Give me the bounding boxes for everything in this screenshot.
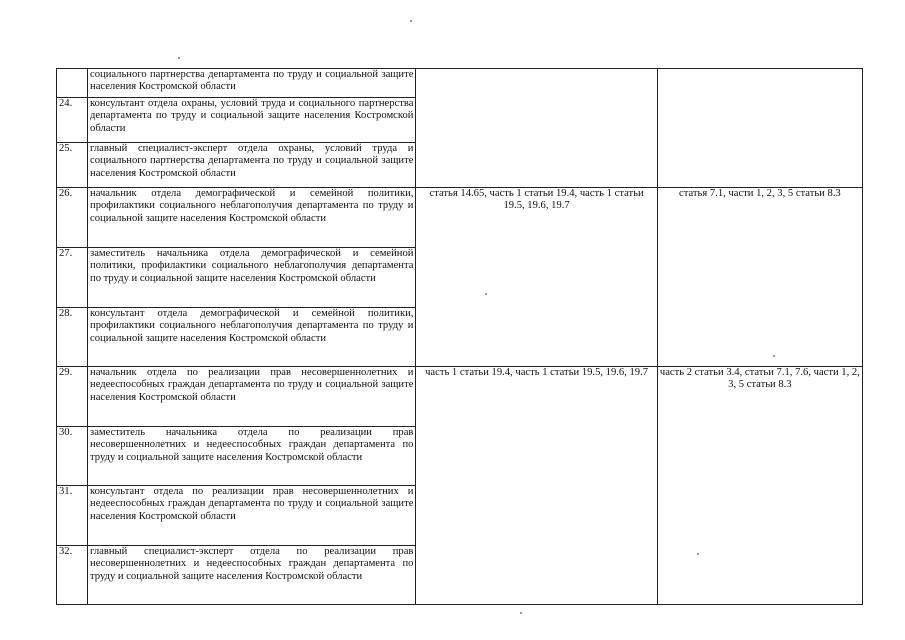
row-number: 25. <box>57 143 88 188</box>
position-cell: консультант отдела охраны, условий труда и социального партнерства департамента по труду и социальной защите населения Костромской области <box>88 98 416 143</box>
admin-articles-cell: часть 2 статьи 3.4, статьи 7.1, 7.6, части 1, 2, 3, 5 статьи 8.3 <box>657 367 862 605</box>
scan-speck <box>697 553 699 555</box>
scan-speck <box>178 57 180 59</box>
row-number: 32. <box>57 546 88 605</box>
admin-articles-cell: статья 7.1, части 1, 2, 3, 5 статьи 8.3 <box>657 188 862 367</box>
scan-speck <box>485 293 487 295</box>
scan-speck <box>410 20 412 22</box>
scan-speck <box>520 612 522 614</box>
law-articles-cell: статья 14.65, часть 1 статьи 19.4, часть 1 статьи 19.5, 19.6, 19.7 <box>416 188 657 367</box>
scan-speck <box>773 355 775 357</box>
position-cell: заместитель начальника отдела по реализации прав несовершеннолетних и недееспособных граждан департамента по труду и социальной защите населения Костромской области <box>88 427 416 486</box>
table-row <box>57 69 863 98</box>
positions-table <box>56 68 863 605</box>
law-articles-cell: часть 1 статьи 19.4, часть 1 статьи 19.5, 19.6, 19.7 <box>416 367 657 605</box>
table-row <box>57 367 863 427</box>
position-cell: главный специалист-эксперт отдела по реализации прав несовершеннолетних и недееспособных граждан департамента по труду и социальной защите населения Костромской области <box>88 546 416 605</box>
position-cell: начальник отдела демографической и семейной политики, профилактики социального неблагополучия департамента по труду и социальной защите населения Костромской области <box>88 188 416 248</box>
law-articles-cell <box>416 69 657 188</box>
position-cell: главный специалист-эксперт отдела охраны, условий труда и социального партнерства департамента по труду и социальной защите населения Костромской области <box>88 143 416 188</box>
position-cell: консультант отдела по реализации прав несовершеннолетних и недееспособных граждан департамента по труду и социальной защите населения Костромской области <box>88 486 416 546</box>
row-number: 24. <box>57 98 88 143</box>
row-number <box>57 69 88 98</box>
row-number: 30. <box>57 427 88 486</box>
row-number: 28. <box>57 308 88 367</box>
position-cell: заместитель начальника отдела демографической и семейной политики, профилактики социального неблагополучия департамента по труду и социальной защите населения Костромской области <box>88 248 416 308</box>
row-number: 27. <box>57 248 88 308</box>
table-row <box>57 188 863 248</box>
position-cell: социального партнерства департамента по труду и социальной защите населения Костромской области <box>88 69 416 98</box>
position-cell: консультант отдела демографической и семейной политики, профилактики социального неблагополучия департамента по труду и социальной защите населения Костромской области <box>88 308 416 367</box>
admin-articles-cell <box>657 69 862 188</box>
row-number: 29. <box>57 367 88 427</box>
row-number: 31. <box>57 486 88 546</box>
position-cell: начальник отдела по реализации прав несовершеннолетних и недееспособных граждан департамента по труду и социальной защите населения Костромской области <box>88 367 416 427</box>
row-number: 26. <box>57 188 88 248</box>
